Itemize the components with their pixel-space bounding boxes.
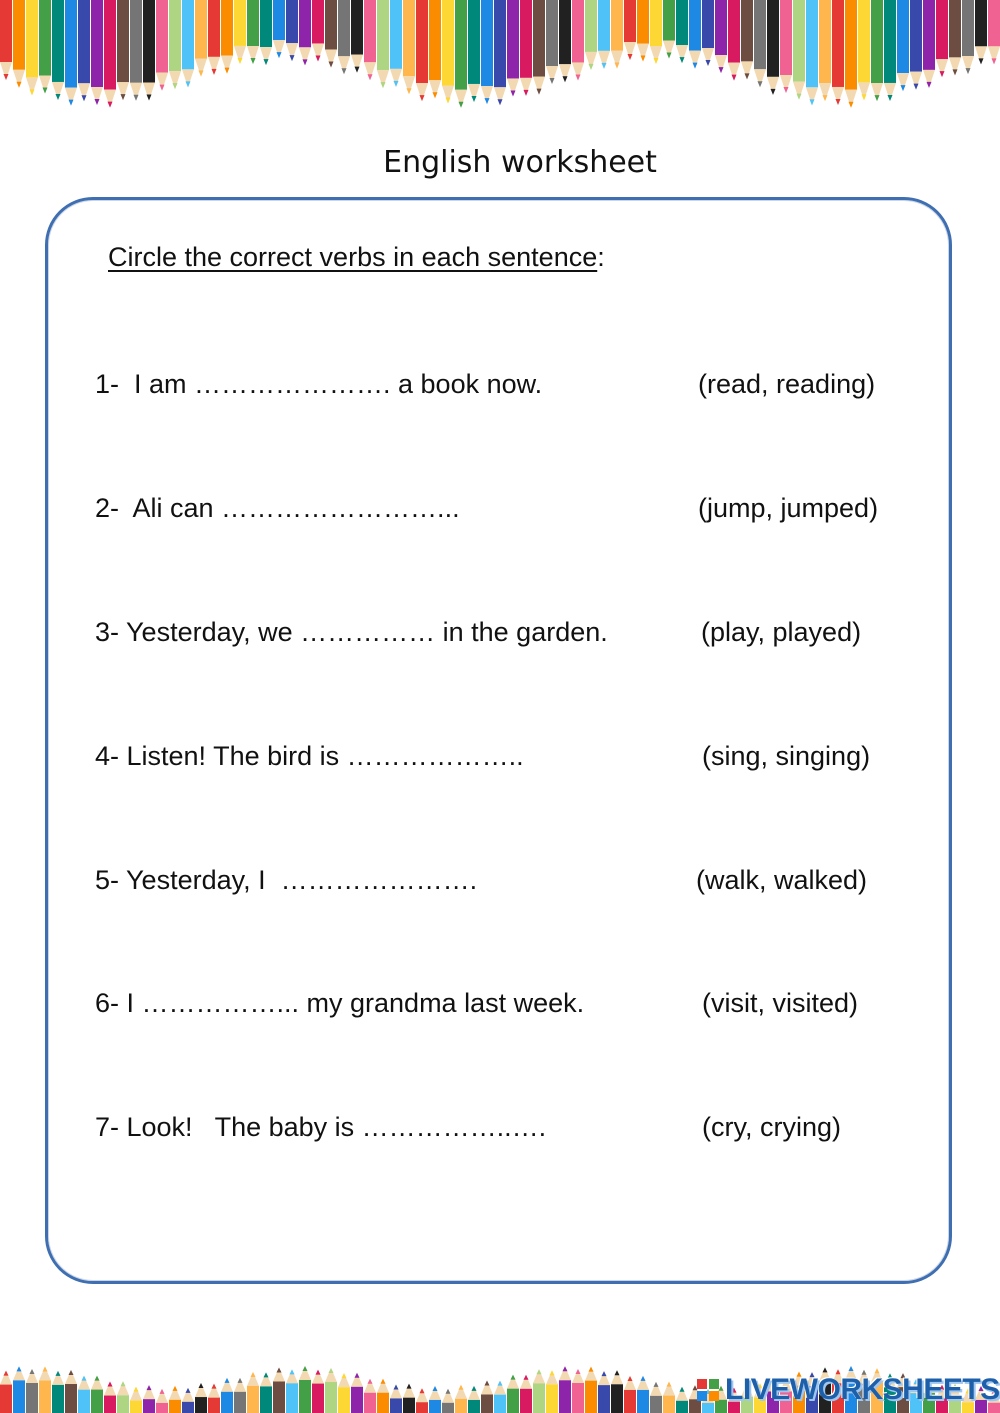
pencil-body — [676, 0, 688, 45]
pencil-tip — [784, 87, 789, 93]
pencil-tip — [368, 1379, 373, 1384]
pencil-body — [494, 0, 506, 87]
pencil-tip — [160, 1389, 165, 1394]
pencil-body — [91, 0, 103, 87]
pencil-body — [390, 1398, 402, 1413]
pencil-border-top — [0, 0, 1000, 115]
pencil-body — [182, 1402, 194, 1413]
instruction-colon: : — [597, 242, 605, 272]
instruction-underlined: Circle the correct verbs in each sentence — [108, 242, 598, 272]
pencil-body — [676, 1401, 688, 1413]
pencil-tip — [485, 98, 490, 104]
pencil-body — [208, 1398, 220, 1413]
question-options: (sing, singing) — [702, 741, 871, 771]
question-sentence: 5- Yesterday, I …………………. — [95, 865, 478, 895]
pencil-tip — [862, 94, 867, 100]
pencil-body — [494, 1395, 506, 1413]
pencil-tip — [225, 68, 230, 74]
pencil-body — [793, 0, 805, 82]
pencil-body — [260, 0, 272, 47]
pencil-tip — [329, 61, 334, 67]
pencil-tip — [537, 1369, 542, 1374]
pencil-body — [429, 1400, 441, 1413]
pencil-body — [143, 1399, 155, 1413]
pencil-body — [416, 0, 428, 83]
pencil-body — [572, 1383, 584, 1413]
pencil-body — [442, 0, 454, 85]
pencil-tip — [199, 71, 204, 77]
pencil-body — [208, 0, 220, 57]
pencil-body — [234, 0, 246, 46]
pencil-body — [234, 1392, 246, 1413]
pencil-body — [663, 1396, 675, 1413]
pencil-tip — [303, 59, 308, 65]
pencil-body — [650, 0, 662, 46]
pencil-tip — [420, 95, 425, 101]
pencil-tip — [472, 96, 477, 102]
pencil-body — [338, 0, 350, 56]
pencil-tip — [82, 95, 87, 101]
pencil-body — [260, 1386, 272, 1413]
pencil-body — [273, 1381, 285, 1413]
pencil-tip — [498, 1381, 503, 1386]
pencil-tip — [667, 53, 672, 59]
pencil-tip — [550, 1370, 555, 1375]
pencil-tip — [901, 85, 906, 91]
pencil-tip — [472, 1386, 477, 1391]
pencil-tip — [810, 99, 815, 105]
pencil-body — [663, 0, 675, 41]
pencil-tip — [602, 1371, 607, 1376]
question-options: (walk, walked) — [696, 865, 868, 895]
pencil-body — [351, 0, 363, 55]
pencil-body — [0, 1385, 12, 1413]
pencil-body — [585, 1381, 597, 1413]
question-options: (play, played) — [701, 617, 862, 647]
pencil-tip — [238, 58, 243, 64]
pencil-body — [559, 1380, 571, 1413]
pencil-body — [871, 0, 883, 83]
pencil-tip — [563, 1366, 568, 1371]
pencil-body — [286, 1383, 298, 1413]
pencil-body — [442, 1403, 454, 1413]
pencil-tip — [745, 73, 750, 79]
pencil-tip — [719, 67, 724, 73]
pencil-tip — [511, 1375, 516, 1380]
question-5 — [95, 865, 915, 905]
pencil-tip — [394, 81, 399, 87]
pencil-tip — [134, 1387, 139, 1392]
pencil-body — [858, 0, 870, 82]
pencil-tip — [459, 1385, 464, 1390]
pencil-body — [637, 1390, 649, 1413]
pencil-body — [117, 0, 129, 82]
pencil-body — [13, 0, 25, 70]
pencil-tip — [849, 1366, 854, 1371]
pencil-body — [156, 1403, 168, 1413]
pencil-body — [416, 1402, 428, 1413]
question-options: (visit, visited) — [702, 988, 859, 1018]
pencil-tip — [537, 89, 542, 95]
pencil-body — [533, 0, 545, 77]
pencil-tip — [641, 1376, 646, 1381]
pencil-tip — [732, 75, 737, 81]
pencil-tip — [225, 1378, 230, 1383]
question-sentence: 7- Look! The baby is ……………..…. — [95, 1112, 547, 1142]
pencil-body — [104, 0, 116, 90]
pencil-tip — [771, 89, 776, 95]
pencil-tip — [654, 1382, 659, 1387]
pencil-body — [247, 1386, 259, 1413]
pencil-tip — [121, 1381, 126, 1386]
pencil-body — [403, 1398, 415, 1413]
pencil-body — [728, 0, 740, 63]
pencil-tip — [277, 1367, 282, 1372]
pencil-tip — [186, 81, 191, 87]
pencil-body — [325, 1382, 337, 1413]
pencil-body — [468, 1400, 480, 1413]
pencil-tip — [446, 97, 451, 103]
pencil-body — [195, 1397, 207, 1413]
pencil-body — [936, 0, 948, 59]
question-options: (cry, crying) — [702, 1112, 841, 1142]
pencil-tip — [940, 71, 945, 77]
pencil-body — [611, 1384, 623, 1413]
pencil-body — [273, 0, 285, 40]
pencil-tip — [446, 1389, 451, 1394]
pencil-tip — [43, 1367, 48, 1372]
pencil-body — [546, 0, 558, 66]
pencil-body — [884, 0, 896, 83]
pencil-body — [39, 1381, 51, 1413]
pencil-body — [52, 1385, 64, 1413]
pencil-body — [637, 0, 649, 44]
pencil-body — [754, 0, 766, 69]
pencil-body — [702, 0, 714, 48]
pencil-tip — [394, 1384, 399, 1389]
pencil-tip — [56, 94, 61, 100]
pencil-body — [572, 0, 584, 62]
pencil-body — [377, 1393, 389, 1413]
question-2 — [95, 493, 915, 533]
pencil-body — [962, 0, 974, 56]
pencil-tip — [680, 1387, 685, 1392]
pencil-body — [26, 1383, 38, 1413]
pencil-body — [546, 1384, 558, 1413]
pencil-tip — [342, 1373, 347, 1378]
pencil-tip — [927, 82, 932, 88]
pencil-tip — [628, 1376, 633, 1381]
pencil-tip — [589, 1367, 594, 1372]
pencil-tip — [251, 58, 256, 64]
question-sentence: 1- I am …………………. a book now. — [95, 369, 543, 399]
pencil-body — [949, 0, 961, 57]
pencil-tip — [498, 99, 503, 105]
pencil-body — [585, 0, 597, 52]
pencil-tip — [628, 54, 633, 60]
pencil-tip — [485, 1380, 490, 1385]
logo-text: LIVEWORKSHEETS — [725, 1373, 1000, 1406]
pencil-tip — [173, 1386, 178, 1391]
pencil-body — [182, 0, 194, 69]
pencil-tip — [147, 1385, 152, 1390]
pencil-tip — [875, 95, 880, 101]
pencil-tip — [368, 74, 373, 80]
pencil-tip — [992, 58, 997, 64]
pencil-body — [78, 1390, 90, 1413]
pencil-body — [507, 1389, 519, 1413]
pencil-tip — [17, 1366, 22, 1371]
pencil-tip — [966, 68, 971, 74]
pencil-body — [221, 1392, 233, 1413]
pencil-tip — [602, 63, 607, 69]
pencil-body — [13, 1380, 25, 1413]
pencil-body — [169, 0, 181, 71]
pencil-tip — [381, 1379, 386, 1384]
question-sentence: 6- I ……………... my grandma last week. — [95, 988, 585, 1018]
pencil-tip — [108, 1382, 113, 1387]
pencil-tip — [160, 85, 165, 91]
pencil-body — [780, 0, 792, 75]
question-6 — [95, 988, 915, 1028]
pencil-tip — [888, 95, 893, 101]
pencil-tip — [654, 58, 659, 64]
pencil-tip — [355, 67, 360, 73]
pencil-tip — [43, 87, 48, 93]
pencil-body — [91, 1390, 103, 1413]
pencil-tip — [4, 74, 9, 80]
pencil-tip — [212, 69, 217, 75]
pencil-tip — [563, 76, 568, 82]
pencil-body — [26, 0, 38, 77]
question-1 — [95, 369, 915, 409]
pencil-tip — [316, 55, 321, 61]
pencil-tip — [667, 1382, 672, 1387]
pencil-tip — [277, 52, 282, 58]
page-title: English worksheet — [383, 145, 657, 180]
pencil-tip — [186, 1388, 191, 1393]
pencil-body — [78, 0, 90, 83]
pencil-body — [130, 1401, 142, 1413]
pencil-body — [403, 0, 415, 76]
pencil-body — [117, 1395, 129, 1413]
pencil-tip — [199, 1383, 204, 1388]
pencil-body — [507, 0, 519, 78]
pencil-body — [143, 0, 155, 83]
pencil-tip — [680, 57, 685, 63]
pencil-body — [156, 0, 168, 73]
pencil-body — [52, 0, 64, 82]
logo-badge-icon — [697, 1379, 719, 1401]
pencil-tip — [524, 1375, 529, 1380]
pencil-tip — [4, 1371, 9, 1376]
pencil-body — [806, 0, 818, 87]
pencil-body — [221, 0, 233, 56]
pencil-body — [364, 1393, 376, 1413]
pencil-body — [312, 0, 324, 43]
pencil-tip — [433, 92, 438, 98]
pencil-tip — [407, 1384, 412, 1389]
pencil-tip — [381, 82, 386, 88]
pencil-body — [520, 1389, 532, 1413]
pencil-body — [520, 0, 532, 78]
pencil-body — [338, 1387, 350, 1413]
pencil-tip — [342, 68, 347, 74]
pencil-body — [845, 0, 857, 90]
pencil-tip — [290, 55, 295, 61]
pencil-tip — [615, 63, 620, 69]
pencil-tip — [355, 1373, 360, 1378]
pencil-tip — [95, 99, 100, 105]
pencil-body — [65, 0, 77, 88]
question-4 — [95, 741, 915, 781]
pencil-tip — [56, 1371, 61, 1376]
pencil-body — [65, 1384, 77, 1413]
pencil-tip — [407, 88, 412, 94]
pencil-tip — [290, 1369, 295, 1374]
pencil-body — [624, 0, 636, 42]
pencil-body — [39, 0, 51, 75]
pencil-tip — [823, 95, 828, 101]
pencil-body — [0, 0, 12, 62]
pencil-tip — [979, 58, 984, 64]
pencil-body — [598, 0, 610, 51]
pencil-tip — [420, 1388, 425, 1393]
pencil-body — [429, 0, 441, 80]
pencil-tip — [459, 102, 464, 108]
pencil-body — [364, 0, 376, 62]
pencil-tip — [69, 1370, 74, 1375]
pencil-tip — [264, 59, 269, 65]
pencil-body — [286, 0, 298, 43]
pencil-tip — [134, 95, 139, 101]
pencil-body — [247, 0, 259, 46]
pencil-body — [455, 1399, 467, 1413]
pencil-body — [377, 0, 389, 70]
pencil-tip — [914, 84, 919, 90]
pencil-body — [468, 0, 480, 84]
pencil-body — [767, 0, 779, 77]
pencil-tip — [147, 95, 152, 101]
pencil-body — [988, 0, 1000, 46]
question-options: (jump, jumped) — [698, 493, 879, 523]
pencil-body — [299, 1380, 311, 1413]
liveworksheets-logo — [697, 1372, 1000, 1408]
pencil-tip — [121, 94, 126, 100]
pencil-body — [299, 0, 311, 47]
pencil-body — [715, 0, 727, 55]
question-7 — [95, 1112, 915, 1152]
pencil-tip — [706, 60, 711, 66]
pencil-tip — [433, 1386, 438, 1391]
pencil-body — [325, 0, 337, 49]
pencil-tip — [576, 1369, 581, 1374]
pencil-body — [689, 0, 701, 51]
pencil-body — [130, 0, 142, 83]
instruction-text — [108, 242, 605, 273]
pencil-body — [611, 0, 623, 51]
pencil-tip — [95, 1376, 100, 1381]
pencil-body — [481, 1394, 493, 1413]
pencil-tip — [238, 1378, 243, 1383]
question-sentence: 2- Ali can ……………………... — [95, 493, 460, 523]
pencil-body — [923, 0, 935, 70]
pencil-tip — [836, 99, 841, 105]
pencil-body — [533, 1383, 545, 1413]
pencil-body — [624, 1390, 636, 1413]
pencil-body — [169, 1400, 181, 1413]
pencil-body — [910, 0, 922, 72]
pencil-tip — [30, 89, 35, 95]
pencil-tip — [797, 94, 802, 100]
pencil-body — [195, 0, 207, 59]
question-sentence: 4- Listen! The bird is ……………….. — [95, 741, 524, 771]
pencil-tip — [303, 1366, 308, 1371]
pencil-tip — [511, 90, 516, 96]
pencil-body — [598, 1385, 610, 1413]
pencil-tip — [82, 1376, 87, 1381]
pencil-tip — [316, 1370, 321, 1375]
pencil-tip — [849, 102, 854, 108]
pencil-tip — [69, 100, 74, 106]
question-sentence: 3- Yesterday, we …………… in the garden. — [95, 617, 608, 647]
pencil-tip — [589, 64, 594, 70]
pencil-body — [741, 0, 753, 61]
pencil-tip — [524, 90, 529, 96]
pencil-body — [650, 1396, 662, 1413]
pencil-body — [819, 0, 831, 83]
pencil-body — [975, 0, 987, 46]
pencil-body — [312, 1384, 324, 1413]
pencil-tip — [17, 82, 22, 88]
pencil-tip — [30, 1369, 35, 1374]
pencil-tip — [264, 1372, 269, 1377]
pencil-tip — [641, 56, 646, 62]
pencil-tip — [758, 81, 763, 87]
pencil-body — [832, 0, 844, 87]
pencil-tip — [212, 1384, 217, 1389]
pencil-tip — [576, 74, 581, 80]
pencil-body — [897, 0, 909, 73]
pencil-tip — [108, 102, 113, 108]
pencil-tip — [329, 1368, 334, 1373]
pencil-body — [351, 1387, 363, 1413]
pencil-tip — [953, 69, 958, 75]
pencil-tip — [615, 1370, 620, 1375]
pencil-body — [559, 0, 571, 64]
question-options: (read, reading) — [698, 369, 876, 399]
question-3 — [95, 617, 915, 657]
pencil-body — [390, 0, 402, 69]
pencil-tip — [693, 63, 698, 69]
pencil-tip — [251, 1372, 256, 1377]
pencil-body — [481, 0, 493, 86]
pencil-body — [104, 1396, 116, 1413]
pencil-tip — [173, 83, 178, 89]
pencil-body — [455, 0, 467, 90]
pencil-tip — [550, 78, 555, 84]
